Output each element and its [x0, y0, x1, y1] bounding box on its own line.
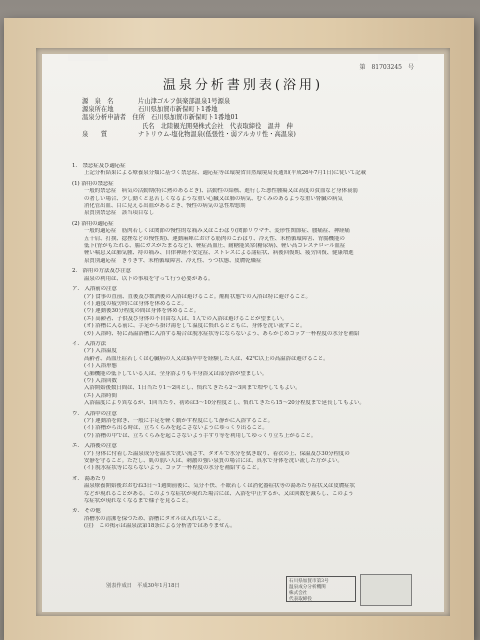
document-title: 温泉分析書別表(浴用): [162, 78, 324, 93]
hot-spring-analysis-document: [42, 54, 444, 612]
document-line: 五十肩、打撲、捻挫などの慢性期)、運動麻痺における筋肉のこわばり、冷え性、末梢循環障害、胃腸機能の: [84, 235, 345, 242]
document-line: 温泉の利用は、以下の事項を守って行う必要がある。: [84, 275, 214, 282]
document-line: ア. 入浴前の注意: [72, 286, 117, 293]
document-line: (カ) 入浴時、特に高温浴槽に入浴する場合は脱水症状等にならないよう、あらかじめコップ一杯程度の水分を補給: [84, 330, 360, 337]
issue-date: 別表作成日 平成30年1月18日: [106, 583, 180, 589]
document-line: (2) 浴用の適応症: [72, 220, 114, 227]
document-line: の著しい場合、少し動くと息苦しくなるような重い心臓又は肺の病気、むくみのあるような重い腎臓の病気: [84, 195, 343, 202]
document-line: 高齢者、高血圧症若しくは心臓病の人又は脳卒中を経験した人は、42℃以上の高温浴は避けること。: [84, 355, 329, 362]
document-line: (イ) 過度の疲労時には身体を休めること。: [84, 300, 187, 307]
document-line: などが現れることがある。このような症状が現れた場合には、入浴を中止するか、又は回数を減らし、このよう: [84, 490, 354, 497]
document-line: (エ) 入浴時間: [84, 392, 117, 399]
document-line: イ. 入浴方法: [72, 340, 107, 347]
document-line: ウ. 入浴中の注意: [72, 410, 117, 417]
document-line: オ. 湯あたり: [72, 475, 107, 482]
document-line: (ア) 入浴温度: [84, 348, 117, 355]
document-line: (イ) 浴槽から出る時は、立ちくらみを起こさないようにゆっくり出ること。: [84, 425, 268, 432]
document-line: 入浴開始後数日間は、1日当たり1～2回とし、慣れてきたら2～3回まで増やしてもよい。: [84, 385, 301, 392]
document-body: [72, 160, 424, 531]
document-line: カ. その他: [72, 508, 101, 515]
info-row: 源 泉 名 片山津ゴルフ倶楽部温泉1号源泉: [82, 98, 231, 105]
document-line: 1. 禁忌症及び適応症: [72, 163, 126, 169]
document-line: (ウ) 入浴回数: [84, 377, 117, 384]
document-line: (1) 浴用の禁忌症: [72, 180, 114, 187]
info-row: 氏名 北陸観光開発株式会社 代表取締役 温井 伸: [142, 122, 293, 130]
serial-number: 第 81703245 号: [359, 64, 414, 71]
document-line: 一般的禁忌症 病気の活動期(特に熱のあるとき)、活動性の結核、進行した悪性腫瘍又は高度の貧血など身体衰弱: [84, 188, 358, 195]
document-line: 泉質別適応症 きりきず、末梢循環障害、冷え性、うつ状態、皮膚乾燥症: [84, 257, 262, 264]
document-line: エ. 入浴後の注意: [72, 443, 117, 450]
document-line: (ウ) 運動後30分程度の間は身体を休めること。: [84, 308, 200, 315]
document-line: (ア) 運動浴を除き、一般に手足を軽く動かす程度にして静かに入浴すること。: [84, 418, 273, 424]
document-line: (ア) 食事の直前、直後及び飲酒後の入浴は避けること。酩酊状態での入浴は特に避けること。: [84, 293, 311, 300]
tape-strip: [68, 54, 108, 61]
document-line: (イ) 入浴形態: [84, 363, 117, 370]
info-row: 泉 質 ナトリウム-塩化物温泉(低張性・弱アルカリ性・高温泉): [82, 130, 296, 138]
document-line: (エ) 高齢者、子供及び身体の不自由な人は、1人での入浴は避けることが望ましい。: [84, 315, 288, 322]
document-line: 心肺機能の低下している人は、全身浴よりも半身浴又は部分浴が望ましい。: [84, 370, 268, 377]
document-line: (オ) 浴槽に入る前に、手足から掛け湯をして温度に慣れるとともに、身体を洗い流すこと。: [84, 323, 306, 330]
document-line: (イ) 脱水症状等にならないよう、コップ一杯程度の水分を補給すること。: [84, 465, 263, 472]
document-line: 一般的適応症 筋肉若しくは関節の慢性的な痛み又はこわばり(関節リウマチ、変形性関節症、腰痛症、神経痛: [84, 228, 350, 235]
document-line: 消化管出血、目に見える出血があるとき、慢性の病気の急性増悪期: [84, 203, 246, 210]
document-line: 低下(胃がもたれる、腸にガスがたまるなど)、軽症高血圧、耐糖能異常(糖尿病)、軽い高コレステロール血症: [84, 243, 346, 250]
document-line: 温泉療養開始後おおむね3日～1週間前後に、気分不快、不眠若しくは消化器症状等の湯あたり症状又は皮膚症状: [84, 483, 356, 490]
document-line: (注) この掲示は温泉法第18条による分析書ではありません。: [84, 523, 236, 530]
document-line: 安静を守ること。ただし、肌の弱い人は、刺激の強い泉質の場合には、真水で身体を洗い流した方がよい。: [84, 458, 343, 465]
document-line: 入浴温度により異なるが、1回当たり、初めは3～10分程度とし、慣れてきたら15～20分程度まで延長してもよい。: [84, 400, 365, 407]
document-line: (ア) 身体に付着した温泉成分を温水で洗い流さず、タオルで水分を拭き取り、着衣の上、保温及び30分程度の: [84, 450, 350, 457]
document-line: な症状が現れなくなるまで様子を見ること。: [84, 498, 192, 505]
document-line: 2. 浴用の方法及び注意: [72, 268, 132, 275]
document-line: 軽い喘息又は肺気腫、痔の痛み、自律神経不安定症、ストレスによる諸症状、病後回復期、疲労回復、健康増進: [84, 250, 354, 257]
official-seal: [360, 574, 412, 606]
info-row: 源泉所在地 石川県加賀市新保町ト1番地: [82, 106, 218, 114]
document-line: 泉質別禁忌症 該当項目なし: [84, 210, 155, 217]
issuer-stamp: 石川県加賀市第3号 温泉成分分析機関 株式会社 代表取締役: [286, 576, 356, 602]
document-line: 浴槽水の清潔を保つため、浴槽にタオルは入れないこと。: [84, 515, 224, 522]
source-info: [82, 98, 296, 139]
document-line: 上記分析結果による療養泉分類に基づく禁忌症、適応症等は環境省自然環境局長通知(平成26年7月1日)に従いて記載: [84, 170, 367, 177]
document-line: (ウ) 浴槽の中では、立ちくらみを起こさないよう手すり等を利用してゆっくり立ち上がること。: [84, 432, 317, 439]
tape-strip: [378, 54, 418, 61]
info-row: 温泉分析申請者 住所 石川県加賀市新保町ト1番地01: [82, 114, 239, 122]
